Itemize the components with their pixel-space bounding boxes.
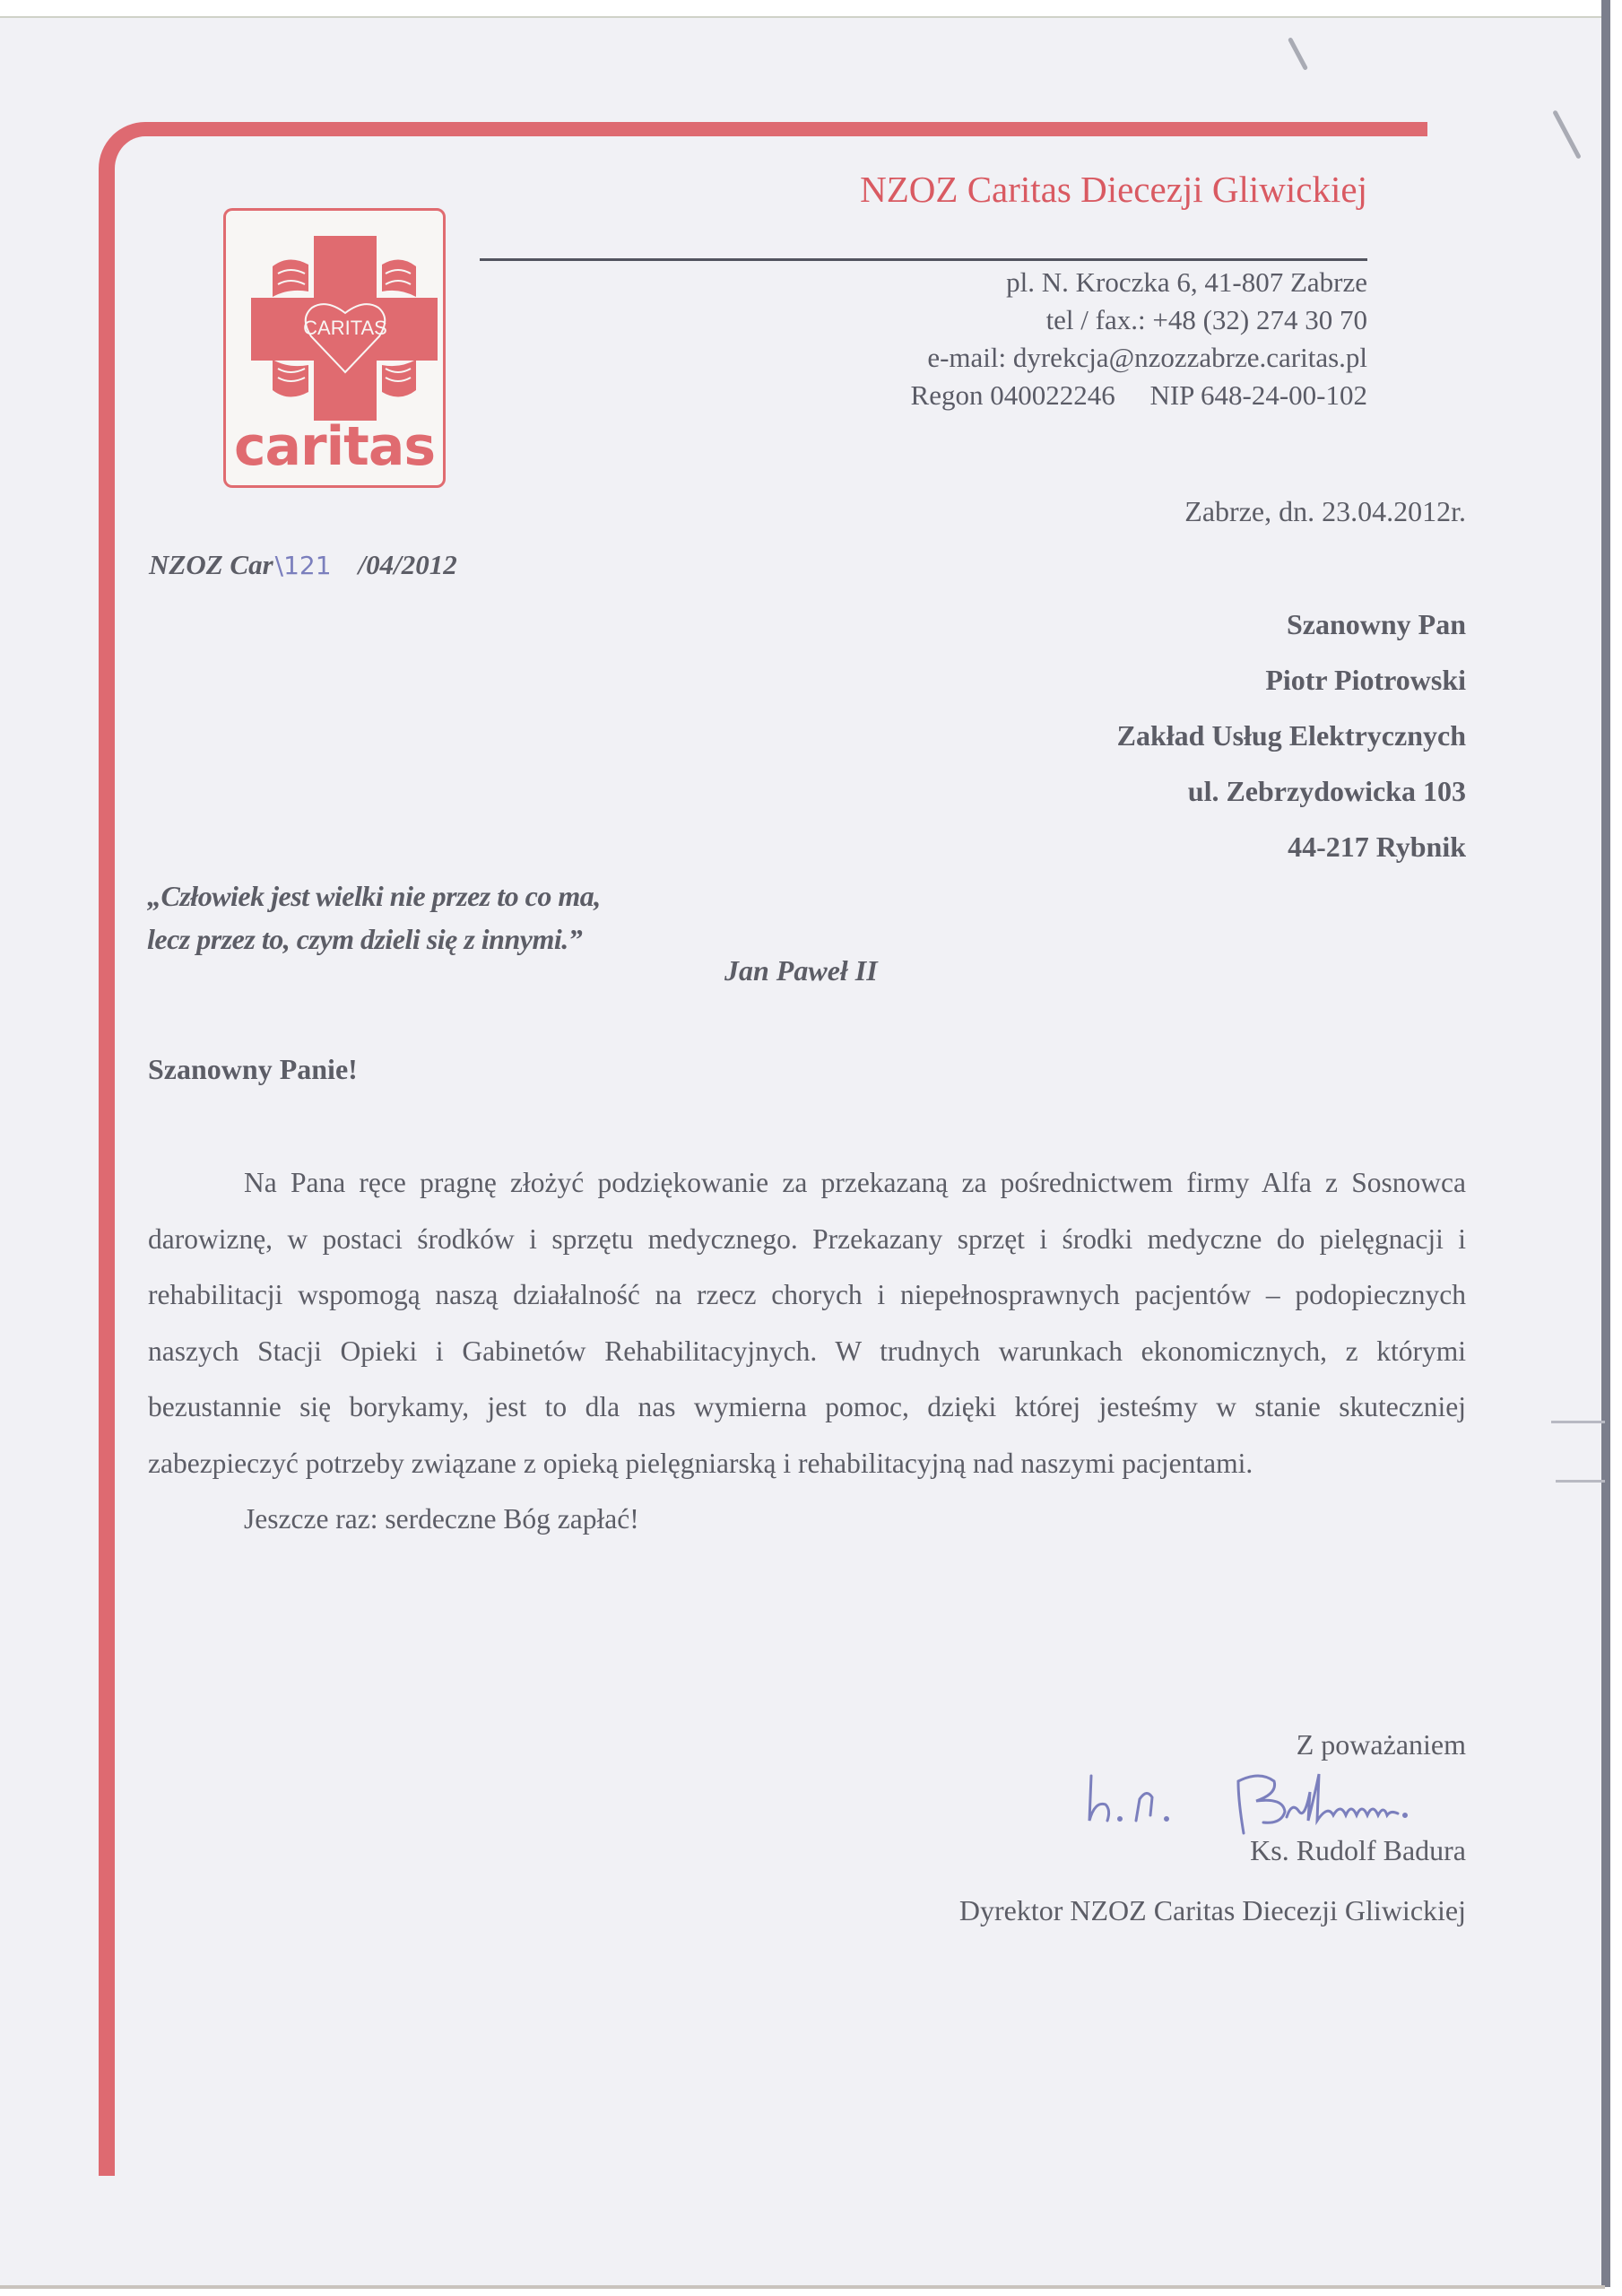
reference-number	[149, 549, 457, 581]
recipient-salutation: Szanowny Pan	[1286, 608, 1466, 640]
caritas-logo	[223, 208, 446, 488]
header-divider	[480, 258, 1367, 261]
quote-line: „Człowiek jest wielki nie przez to co ma,	[147, 880, 601, 912]
quote-line: lecz przez to, czym dzieli się z innymi.”	[147, 923, 583, 955]
signatory-name: Ks. Rudolf Badura	[1250, 1834, 1466, 1866]
recipient-name: Piotr Piotrowski	[1265, 664, 1466, 696]
recipient-city: 44-217 Rybnik	[1288, 831, 1466, 863]
letter-date: Zabrze, dn. 23.04.2012r.	[1184, 495, 1466, 527]
handwritten-reference: \121	[274, 551, 332, 580]
reference-prefix: NZOZ Car	[149, 549, 273, 580]
phone-fax-line: tel / fax.: +48 (32) 274 30 70	[1045, 304, 1367, 335]
regon-nip-line: Regon 040022246 NIP 648-24-00-102	[910, 379, 1367, 411]
fold-mark	[1556, 1480, 1605, 1483]
address-line: pl. N. Kroczka 6, 41-807 Zabrze	[1006, 266, 1367, 298]
scan-edge-bottom	[0, 2285, 1605, 2289]
quote-author: Jan Paweł II	[724, 954, 878, 987]
caritas-wordmark: caritas	[233, 415, 436, 478]
scan-edge	[1601, 0, 1610, 2287]
closing-phrase: Z poważaniem	[1296, 1728, 1466, 1761]
salutation: Szanowny Panie!	[148, 1053, 358, 1085]
organization-title: NZOZ Caritas Diecezji Gliwickiej	[860, 169, 1367, 210]
fold-mark	[1551, 1421, 1605, 1423]
signatory-title: Dyrektor NZOZ Caritas Diecezji Gliwickiej	[958, 1894, 1466, 1926]
closing-block	[1297, 1726, 1466, 1762]
quote	[147, 874, 601, 961]
body-paragraph: Na Pana ręce pragnę złożyć podziękowanie za przekazaną za pośrednictwem firmy Alfa z Sosnowca darowiznę, w postaci środków i sprzętu medycznego. Przekazany sprzęt i środki medyczne do pielęgnacji i rehabilitacji wspomogą naszą działalność na rzecz chorych i niepełnosprawnych pacjentów – podopiecznych naszych Stacji Opieki i Gabinetów Rehabilitacyjnych. W trudnych warunkach ekonomicznych, z którymi bezustannie się borykamy, jest to dla nas wymierna pomoc, dzięki której jesteśmy w stanie skuteczniej zabezpieczyć potrzeby związane z opieką pielęgniarską i rehabilitacyjną nad naszymi pacjentami.	[148, 1167, 1466, 1479]
signature-icon	[1080, 1765, 1493, 1837]
handwritten-signature	[1080, 1765, 1493, 1841]
contact-block	[911, 264, 1367, 414]
letter-body	[148, 1155, 1466, 1548]
svg-text:CARITAS: CARITAS	[303, 317, 387, 339]
recipient-block	[1117, 596, 1466, 874]
reference-suffix: /04/2012	[358, 549, 457, 580]
recipient-company: Zakład Usług Elektrycznych	[1116, 719, 1466, 752]
recipient-street: ul. Zebrzydowicka 103	[1187, 775, 1466, 807]
thanks-line: Jeszcze raz: serdeczne Bóg zapłać!	[244, 1503, 639, 1535]
email-line: e-mail: dyrekcja@nzozzabrze.caritas.pl	[927, 342, 1367, 373]
